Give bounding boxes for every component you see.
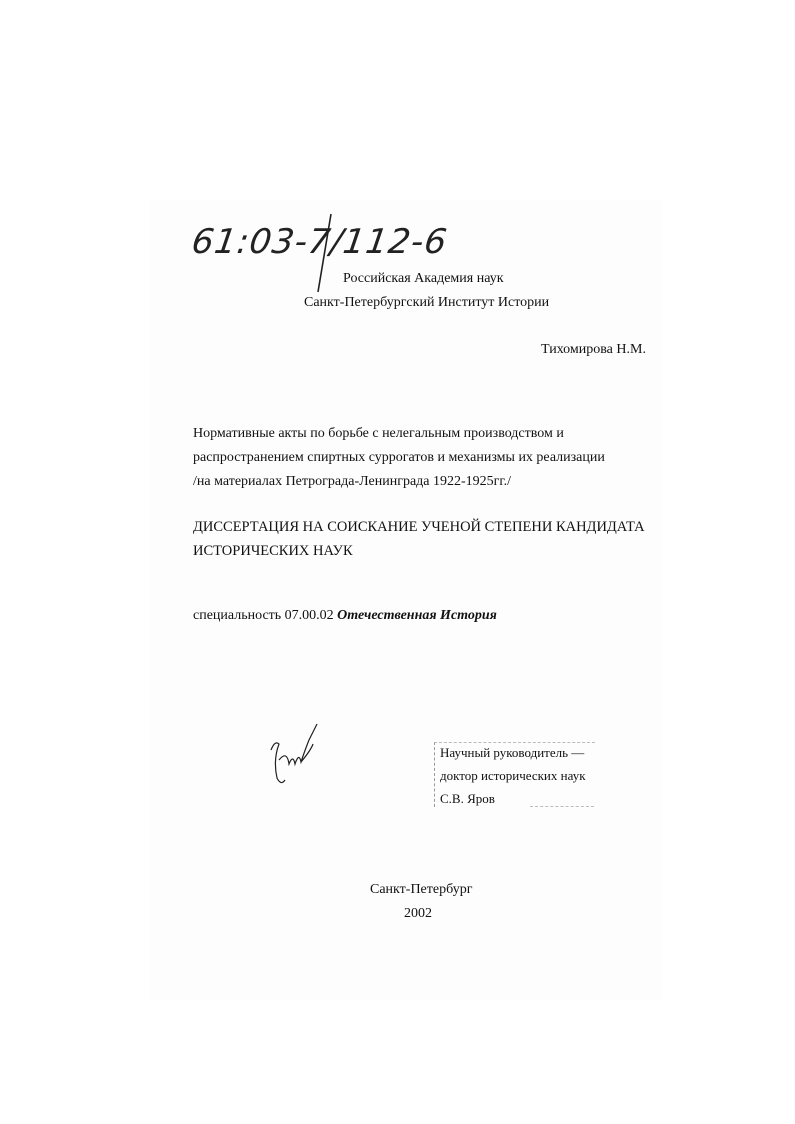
degree-line-2: ИСТОРИЧЕСКИХ НАУК <box>193 543 353 559</box>
author-name: Тихомирова Н.М. <box>541 342 646 357</box>
supervisor-role: Научный руководитель — <box>440 745 585 760</box>
specialty-label: специальность 07.00.02 <box>193 608 334 623</box>
title-line-2: распространением спиртных суррогатов и механизмы их реализации <box>193 450 605 465</box>
handwritten-archive-code: 61:03-7/112-6 <box>189 222 450 262</box>
footer-year: 2002 <box>404 906 432 921</box>
title-line-3: /на материалах Петрограда-Ленинграда 1922-1925гг./ <box>193 474 511 489</box>
handwritten-signature <box>265 720 325 790</box>
supervisor-name: С.В. Яров <box>440 791 495 806</box>
supervisor-degree: доктор исторических наук <box>440 768 586 783</box>
institute-name: Санкт-Петербургский Институт Истории <box>304 295 550 310</box>
specialty <box>193 608 497 624</box>
title-line-1: Нормативные акты по борьбе с нелегальным производством и <box>193 426 564 441</box>
degree-line-1: ДИССЕРТАЦИЯ НА СОИСКАНИЕ УЧЕНОЙ СТЕПЕНИ КАНДИДАТА <box>193 519 645 535</box>
supervisor-box-bottom-border <box>530 806 594 807</box>
specialty-name: Отечественная История <box>337 608 497 623</box>
academy-name: Российская Академия наук <box>343 271 504 286</box>
footer-city: Санкт-Петербург <box>370 882 473 897</box>
handwritten-slash-stroke <box>0 0 795 400</box>
